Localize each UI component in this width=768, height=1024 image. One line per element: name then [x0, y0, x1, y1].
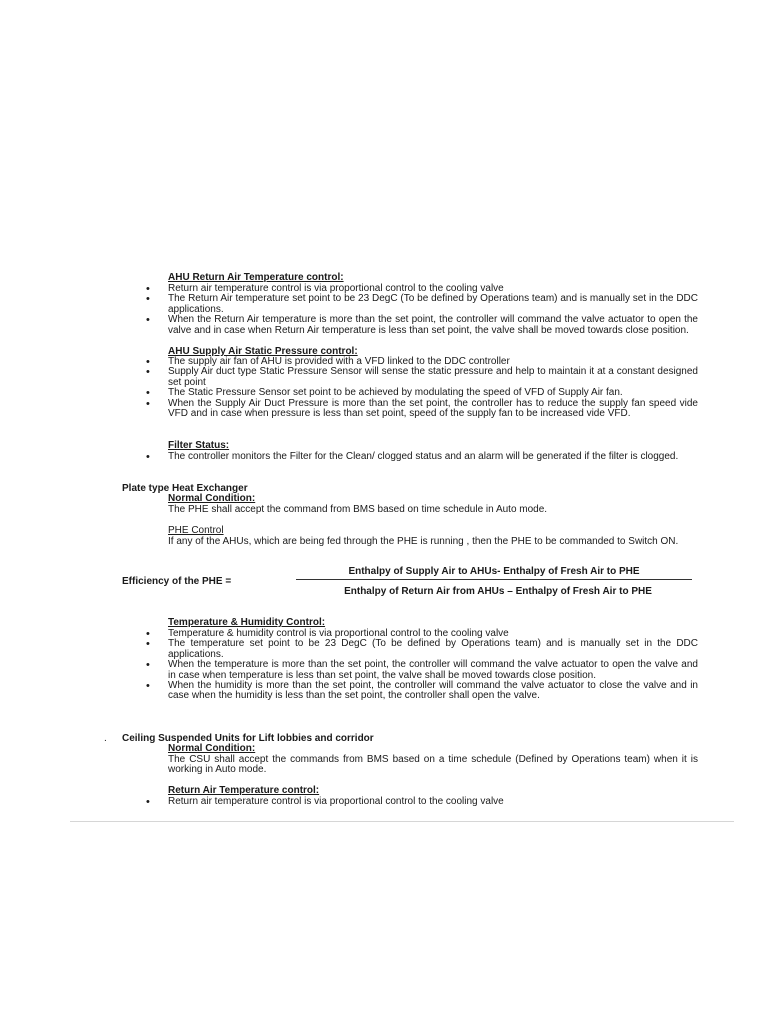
efficiency-formula-denominator: Enthalpy of Return Air from AHUs – Enthalpy of Fresh Air to PHE	[344, 586, 652, 597]
bullet-list-ahu-return-air	[168, 284, 698, 336]
paragraph-phe-control: If any of the AHUs, which are being fed through the PHE is running , then the PHE to be commanded to Switch ON.	[168, 536, 679, 547]
list-item: • The controller monitors the Filter for the Clean/ clogged status and an alarm will be generated if the filter is clogged.	[168, 452, 698, 462]
bullet-list-csu-return-air	[168, 797, 698, 807]
bullet-list-filter-status	[168, 452, 698, 462]
fraction-bar	[296, 579, 692, 580]
list-item: • The Return Air temperature set point to be 23 DegC (To be defined by Operations team) and is manually set in the DDC applications.	[168, 294, 698, 315]
list-item: • When the Supply Air Duct Pressure is more than the set point, the controller has to reduce the supply fan speed vide VFD and in case when pressure is less than set point, speed of the supply fan to be increased vide VFD.	[168, 399, 698, 420]
paragraph-csu-normal-condition: The CSU shall accept the commands from BMS based on a time schedule (Defined by Operations team) when it is working in Auto mode.	[168, 754, 698, 776]
section-heading-plate-heat-exchanger: Plate type Heat Exchanger	[122, 483, 248, 494]
section-heading-ahu-return-air: AHU Return Air Temperature control:	[168, 272, 344, 283]
section-heading-ceiling-suspended-units: Ceiling Suspended Units for Lift lobbies and corridor	[122, 733, 374, 744]
list-item: • The temperature set point to be 23 DegC (To be defined by Operations team) and is manually set in the DDC applications.	[168, 639, 698, 660]
subheading-csu-return-air: Return Air Temperature control:	[168, 785, 320, 796]
list-item: • Temperature & humidity control is via proportional control to the cooling valve	[168, 629, 698, 639]
section-heading-ahu-static-pressure: AHU Supply Air Static Pressure control:	[168, 346, 358, 357]
list-item: • Return air temperature control is via proportional control to the cooling valve	[168, 797, 698, 807]
efficiency-formula-numerator: Enthalpy of Supply Air to AHUs- Enthalpy of Fresh Air to PHE	[348, 566, 640, 577]
list-marker: .	[104, 733, 107, 744]
bullet-list-ahu-static-pressure	[168, 357, 698, 419]
list-item: • When the humidity is more than the set point, the controller will command the valve actuator to close the valve and in case when the humidity is less than the set point, the controller shall open the valve.	[168, 681, 698, 702]
section-heading-filter-status: Filter Status:	[168, 440, 230, 451]
list-item: • When the Return Air temperature is more than the set point, the controller will command the valve actuator to open the valve and in case when Return Air temperature is less than set point, the valve shall be moved towards close position.	[168, 315, 698, 336]
subheading-phe-control: PHE Control	[168, 525, 224, 536]
subheading-csu-normal-condition: Normal Condition:	[168, 743, 256, 754]
page-divider	[70, 821, 734, 822]
efficiency-formula-label: Efficiency of the PHE =	[122, 576, 232, 587]
subheading-phe-normal-condition: Normal Condition:	[168, 493, 256, 504]
list-item: • When the temperature is more than the set point, the controller will command the valve actuator to open the valve and in case when temperature is less than set point, the valve shall be moved towards close position.	[168, 660, 698, 681]
list-item: • The supply air fan of AHU is provided with a VFD linked to the DDC controller	[168, 357, 698, 367]
bullet-list-temperature-humidity	[168, 629, 698, 702]
list-item: • Supply Air duct type Static Pressure Sensor will sense the static pressure and help to maintain it at a constant designed set point	[168, 367, 698, 388]
section-heading-temperature-humidity: Temperature & Humidity Control:	[168, 617, 326, 628]
list-item: • Return air temperature control is via proportional control to the cooling valve	[168, 284, 698, 294]
list-item: • The Static Pressure Sensor set point to be achieved by modulating the speed of VFD of Supply Air fan.	[168, 388, 698, 398]
paragraph-phe-normal-condition: The PHE shall accept the command from BMS based on time schedule in Auto mode.	[168, 504, 548, 515]
